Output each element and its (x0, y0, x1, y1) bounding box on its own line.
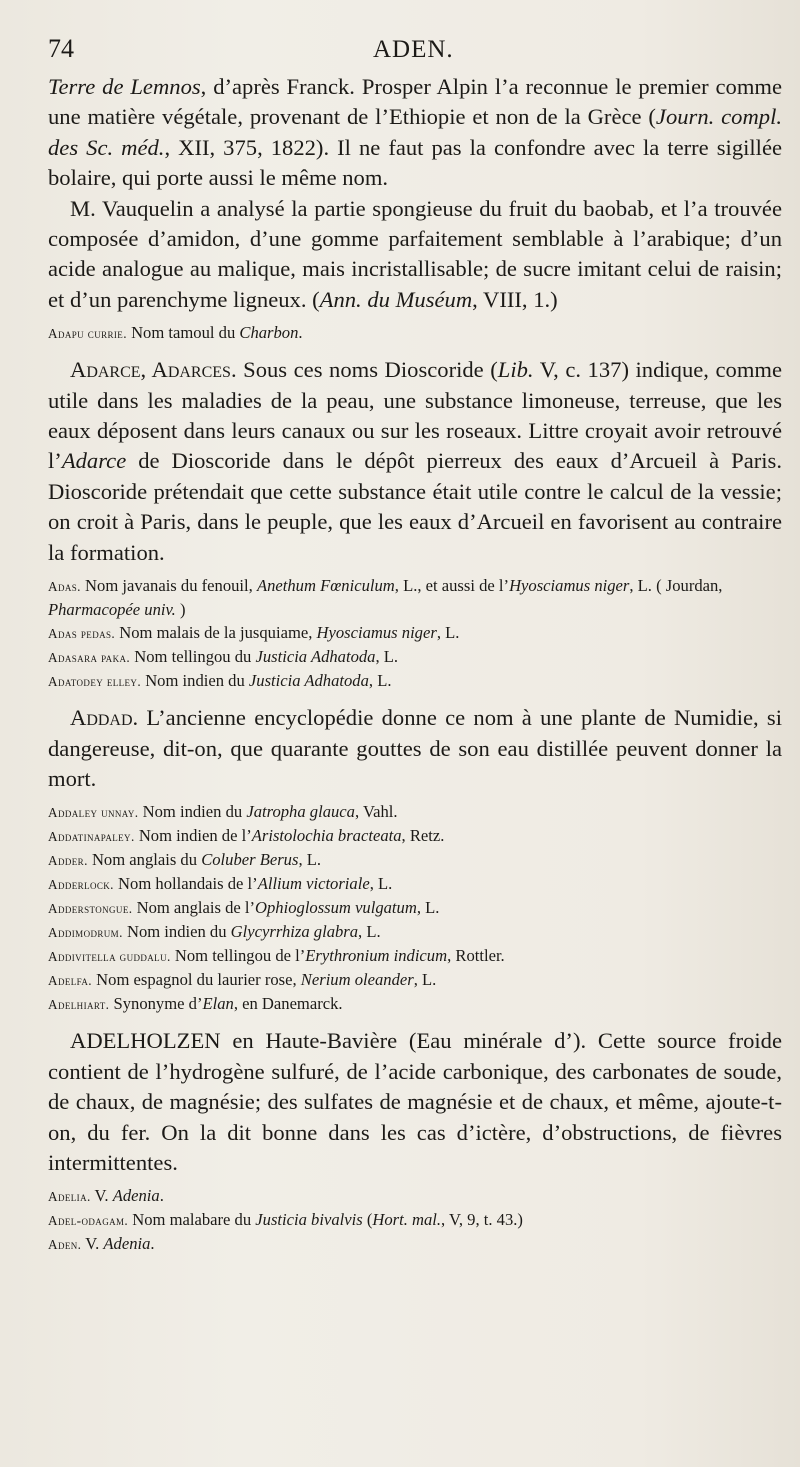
entry-adderlock: Adderlock. Nom hollandais de l’Allium victoriale, L. (48, 874, 393, 894)
entry-adelia: Adelia. V. Adenia. (48, 1186, 164, 1206)
entry-addimodrum: Addimodrum. Nom indien du Glycyrrhiza glabra, L. (48, 922, 381, 942)
paragraph-terre-de-lemnos: Terre de Lemnos, d’après Franck. Prosper Alpin l’a reconnue le premier comme une matière végétale, provenant de l’Ethiopie et non de la Grèce (Journ. compl. des Sc. méd., XII, 375, 1822). Il ne faut pas la confondre avec la terre sigillée bolaire, qui porte aussi le même nom. (48, 74, 782, 191)
page-number: 74 (48, 34, 74, 63)
entry-addivitella-guddalu: Addivitella guddalu. Nom tellingou de l’Erythronium indicum, Rottler. (48, 946, 505, 966)
paragraph-adarce: Adarce, Adarces. Sous ces noms Dioscoride (Lib. V, c. 137) indique, comme utile dans les maladies de la peau, une substance limoneuse, terreuse, que les eaux déposent dans leurs canaux ou sur les roseaux. Littre croyait avoir retrouvé l’Adarce de Dioscoride dans le dépôt pierreux des eaux d’Arcueil à Paris. Dioscoride prétendait que cette substance était utile contre le calcul de la vessie; on croit à Paris, dans le peuple, que les eaux d’Arcueil en favorisent au contraire la formation. (48, 357, 782, 565)
entry-addatinapaley: Addatinapaley. Nom indien de l’Aristolochia bracteata, Retz. (48, 826, 445, 846)
entry-adel-odagam: Adel-odagam. Nom malabare du Justicia bivalvis (Hort. mal., V, 9, t. 43.) (48, 1210, 523, 1230)
entry-adasara-paka: Adasara paka. Nom tellingou du Justicia Adhatoda, L. (48, 647, 399, 667)
paragraph-adelholzen: ADELHOLZEN en Haute-Bavière (Eau minérale d’). Cette source froide contient de l’hydrogène sulfuré, de l’acide carbonique, des carbonates de soude, de chaux, de magnésie; des sulfates de magnésie et de chaux, et même, ajoute-t-on, du fer. On la dit bonne dans les cas d’ictère, d’obstructions, de fièvres intermittentes. (48, 1028, 782, 1175)
entry-adelhiart: Adelhiart. Synonyme d’Elan, en Danemarck. (48, 994, 343, 1014)
entry-adatodey-elley: Adatodey elley. Nom indien du Justicia Adhatoda, L. (48, 671, 392, 691)
paragraph-vauquelin: M. Vauquelin a analysé la partie spongieuse du fruit du baobab, et l’a trouvée composée d’amidon, d’une gomme parfaitement semblable à l’arabique; d’un acide analogue au malique, mais incristallisable; de sucre imitant celui de raisin; et d’un parenchyme ligneux. (Ann. du Muséum, VIII, 1.) (48, 195, 782, 312)
entry-adas-pedas: Adas pedas. Nom malais de la jusquiame, Hyosciamus niger, L. (48, 623, 460, 643)
paragraph-addad: Addad. L’ancienne encyclopédie donne ce nom à une plante de Numidie, si dangereuse, dit-on, que quarante gouttes de son eau distillée peuvent donner la mort. (48, 705, 782, 791)
entry-adder: Adder. Nom anglais du Coluber Berus, L. (48, 850, 322, 870)
running-head: ADEN. (373, 36, 454, 63)
entry-adapu-currie: Adapu currie. Nom tamoul du Charbon. (48, 323, 303, 343)
entry-adas: Adas. Nom javanais du fenouil, Anethum Fœniculum, L., et aussi de l’Hyosciamus niger, L. ( Jourdan, Pharmacopée univ. ) (48, 576, 723, 620)
entry-aden: Aden. V. Adenia. (48, 1234, 155, 1254)
page-body (48, 72, 782, 1256)
entry-adderstongue: Adderstongue. Nom anglais de l’Ophioglossum vulgatum, L. (48, 898, 440, 918)
entry-addaley-unnay: Addaley unnay. Nom indien du Jatropha glauca, Vahl. (48, 802, 398, 822)
page-header (48, 34, 788, 68)
entry-adelfa: Adelfa. Nom espagnol du laurier rose, Nerium oleander, L. (48, 970, 437, 990)
